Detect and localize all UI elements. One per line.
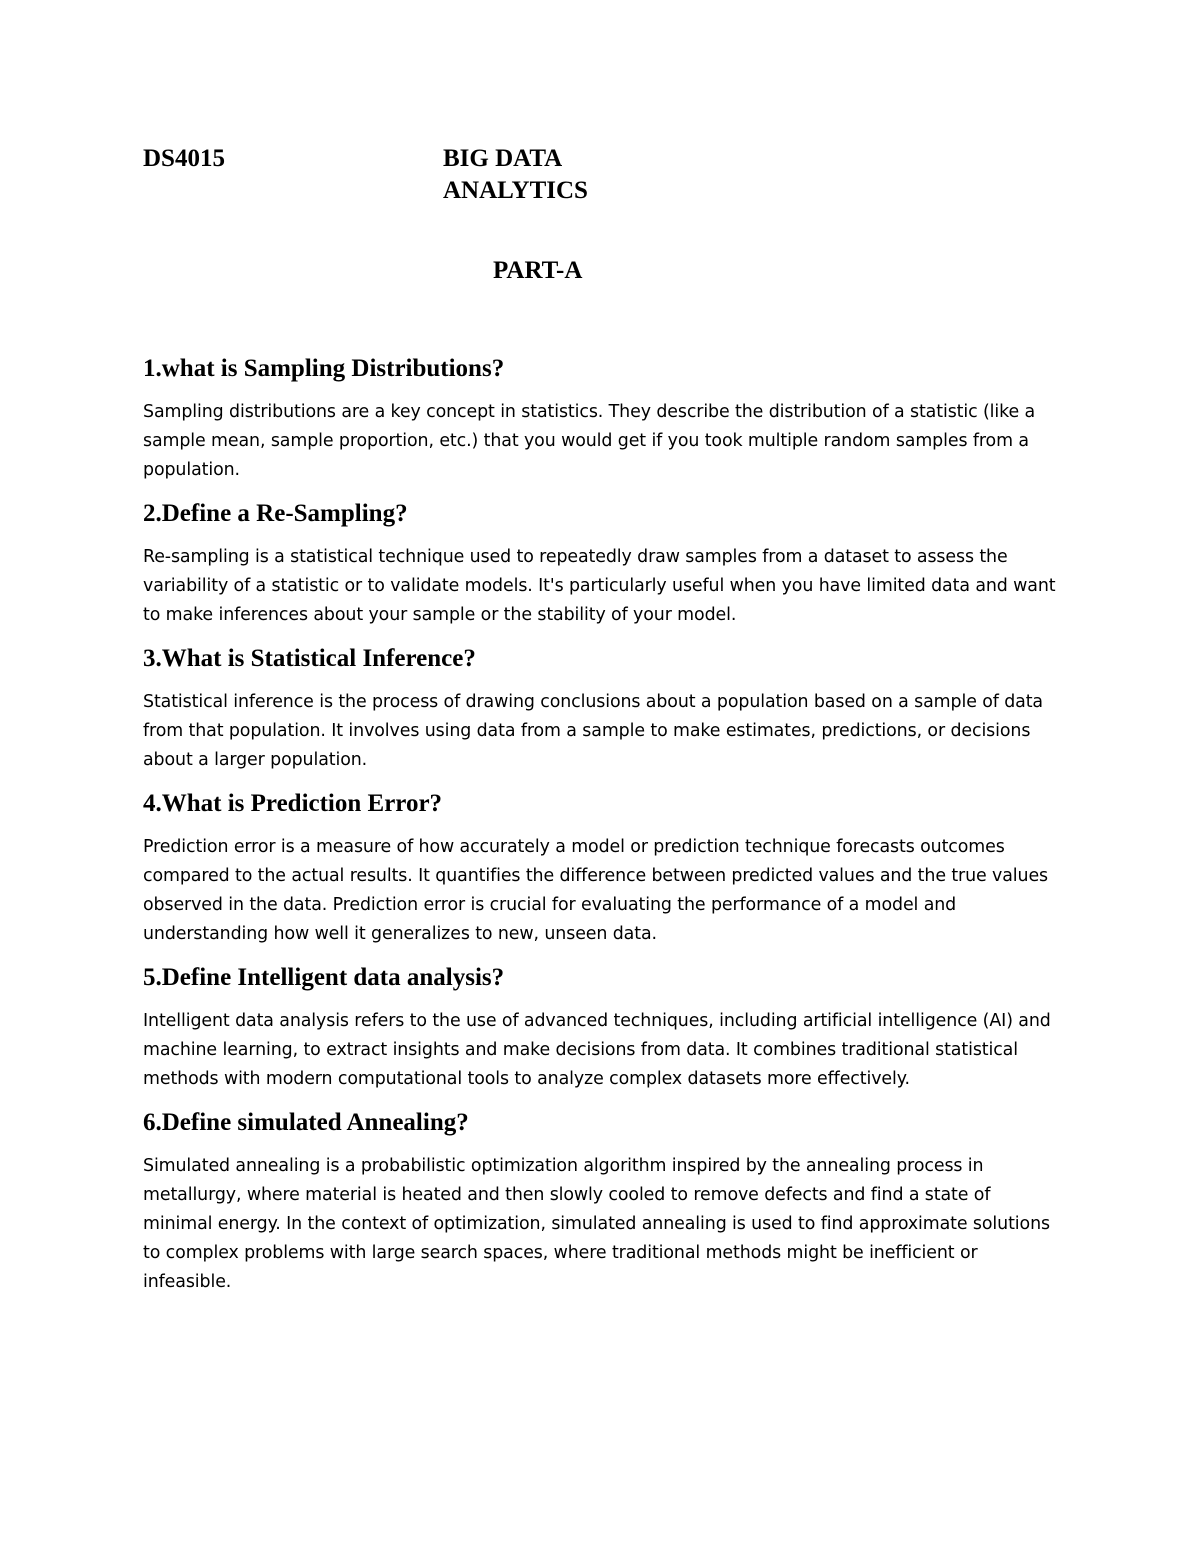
answer-text: Sampling distributions are a key concept in statistics. They describe the distribution of a statistic (like a sample mean, sample proportion, etc.) that you would get if you took multiple random samples from a population. <box>143 402 1036 480</box>
answer-text: Re-sampling is a statistical technique used to repeatedly draw samples from a dataset to assess the variability of a statistic or to validate models. It's particularly useful when you have limited data and want to make inferences about your sample or the stability of your model. <box>143 547 1056 625</box>
question-list <box>143 352 1063 1309</box>
course-title-line-1: BIG DATA <box>443 145 563 172</box>
course-title <box>443 143 588 207</box>
question-block-5 <box>143 961 1063 1094</box>
question-heading: 6.Define simulated Annealing? <box>143 1109 469 1136</box>
question-block-4 <box>143 787 1063 949</box>
course-title-line-2: ANALYTICS <box>443 177 588 204</box>
question-heading: 2.Define a Re-Sampling? <box>143 500 408 527</box>
question-heading: 4.What is Prediction Error? <box>143 790 443 817</box>
question-heading: 1.what is Sampling Distributions? <box>143 355 505 382</box>
question-block-3 <box>143 642 1063 775</box>
question-block-1 <box>143 352 1063 485</box>
answer-text: Simulated annealing is a probabilistic optimization algorithm inspired by the annealing process in metallurgy, where material is heated and then slowly cooled to remove defects and find a state of minimal energy. In the context of optimization, simulated annealing is used to find approximate solutions to complex problems with large search spaces, where traditional methods might be inefficient or infeasible. <box>143 1156 1050 1292</box>
question-heading: 5.Define Intelligent data analysis? <box>143 964 505 991</box>
course-code: DS4015 <box>143 145 225 172</box>
answer-text: Intelligent data analysis refers to the use of advanced techniques, including artificial intelligence (AI) and machine learning, to extract insights and make decisions from data. It combines traditional statistical methods with modern computational tools to analyze complex datasets more effectively. <box>143 1011 1051 1089</box>
answer-text: Prediction error is a measure of how accurately a model or prediction technique forecasts outcomes compared to the actual results. It quantifies the difference between predicted values and the true values observed in the data. Prediction error is crucial for evaluating the performance of a model and understanding how well it generalizes to new, unseen data. <box>143 837 1049 944</box>
part-heading: PART-A <box>493 257 583 284</box>
question-heading: 3.What is Statistical Inference? <box>143 645 476 672</box>
answer-text: Statistical inference is the process of drawing conclusions about a population based on a sample of data from that population. It involves using data from a sample to make estimates, predictions, or decisions about a larger population. <box>143 692 1043 770</box>
question-block-2 <box>143 497 1063 630</box>
question-block-6 <box>143 1106 1063 1297</box>
